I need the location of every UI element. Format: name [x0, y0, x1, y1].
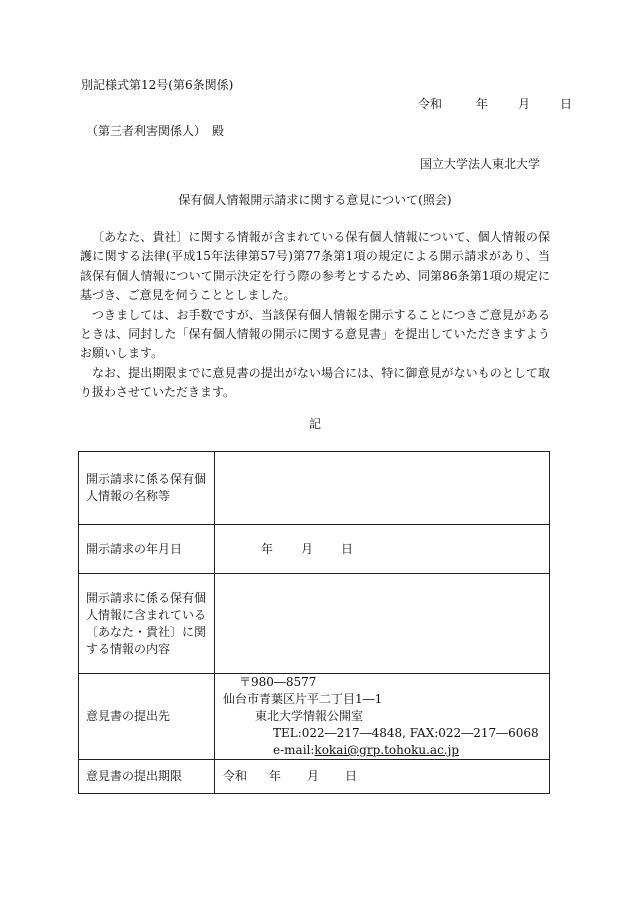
- table-row: [79, 574, 550, 674]
- request-info-table: [78, 451, 550, 794]
- date-month-unit: 月: [518, 97, 531, 111]
- value-info-name: [215, 452, 550, 525]
- deadline-day-unit: 日: [345, 769, 358, 783]
- body-paragraph-1: 〔あなた、貴社〕に関する情報が含まれている保有個人情報について、個人情報の保護に関する法律(平成15年法律第57号)第77条第1項の規定による開示請求があり、当該保有個人情報について開示決定を行う際の参考とするため、同第86条第1項の規定に基づき、ご意見を伺うこととしました。: [80, 230, 550, 303]
- document-subject: 保有個人情報開示請求に関する意見について(照会): [178, 193, 452, 207]
- form-number: 別記様式第12号(第6条関係): [81, 78, 234, 92]
- date-day-unit: 日: [560, 97, 573, 111]
- email-prefix: e-mail:: [273, 743, 315, 757]
- label-info-content: 開示請求に係る保有個人情報に含まれている〔あなた・貴社〕に関する情報の内容: [79, 574, 215, 674]
- body-text: [80, 228, 550, 403]
- office-name: 東北大学情報公開室: [255, 709, 364, 723]
- deadline-era: 令和: [223, 769, 248, 783]
- postal-code: 〒980―8577: [239, 675, 317, 689]
- table-row: [79, 674, 550, 760]
- value-request-date: [215, 525, 550, 574]
- value-submission-address: [215, 674, 550, 760]
- body-paragraph-3: なお、提出期限までに意見書の提出がない場合には、特に御意見がないものとして取り扱わさせていただきます。: [80, 365, 550, 400]
- email-link[interactable]: kokai@grp.tohoku.ac.jp: [314, 743, 460, 757]
- value-info-content: [215, 574, 550, 674]
- deadline-year-unit: 年: [269, 769, 282, 783]
- deadline-month-unit: 月: [307, 769, 320, 783]
- document-date: [418, 98, 572, 110]
- table-row: [79, 452, 550, 525]
- value-submission-deadline: [215, 760, 550, 794]
- sender-name: 国立大学法人東北大学: [420, 157, 541, 171]
- email-line: [223, 742, 549, 759]
- label-info-name: 開示請求に係る保有個人情報の名称等: [79, 452, 215, 525]
- addressee: （第三者利害関係人） 殿: [86, 124, 225, 138]
- label-submission-address: 意見書の提出先: [79, 674, 215, 760]
- street-address: 仙台市青葉区片平二丁目1―1: [223, 692, 383, 706]
- table-row: [79, 525, 550, 574]
- date-year-unit: 年: [476, 97, 489, 111]
- tel-fax: TEL:022―217―4848, FAX:022―217―6068: [273, 726, 539, 740]
- label-request-date: 開示請求の年月日: [79, 525, 215, 574]
- ki-heading: 記: [308, 417, 321, 431]
- request-year-unit: 年: [261, 541, 274, 556]
- label-submission-deadline: 意見書の提出期限: [79, 760, 215, 794]
- table-row: [79, 760, 550, 794]
- request-month-unit: 月: [301, 541, 314, 556]
- request-day-unit: 日: [341, 541, 354, 556]
- date-era: 令和: [418, 97, 443, 111]
- body-paragraph-2: つきましては、お手数ですが、当該保有個人情報を開示することにつきご意見があるときは、同封した「保有個人情報の開示に関する意見書」を提出していただきますようお願いします。: [80, 307, 550, 361]
